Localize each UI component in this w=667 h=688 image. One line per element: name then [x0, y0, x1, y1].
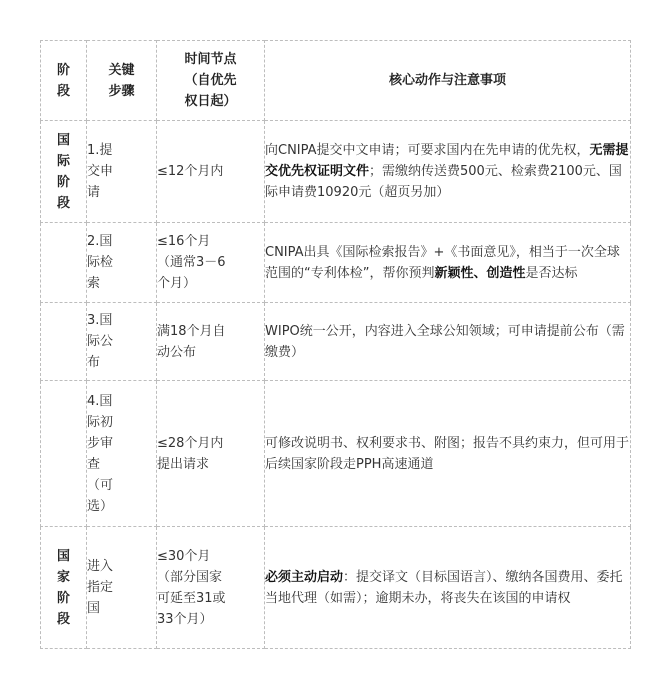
action-cell: 向CNIPA提交中文申请；可要求国内在先申请的优先权，无需提交优先权证明文件；需缴纳传送费500元、检索费2100元、国际申请费10920元（超页另加）	[265, 121, 631, 223]
step-cell: 1.提交申请	[87, 121, 157, 223]
stage-empty-cell	[41, 223, 87, 303]
time-cell: ≤30个月（部分国家可延至31或33个月）	[157, 527, 265, 649]
header-time: 时间节点（自优先权日起）	[157, 41, 265, 121]
table-header-row	[41, 41, 631, 121]
action-cell: 必须主动启动：提交译文（目标国语言）、缴纳各国费用、委托当地代理（如需）；逾期未办，将丧失在该国的申请权	[265, 527, 631, 649]
stage-empty-cell	[41, 303, 87, 381]
action-cell: 可修改说明书、权利要求书、附图；报告不具约束力，但可用于后续国家阶段走PPH高速通道	[265, 381, 631, 527]
step-cell: 进入指定国	[87, 527, 157, 649]
table-row	[41, 303, 631, 381]
action-cell: WIPO统一公开，内容进入全球公知领域；可申请提前公布（需缴费）	[265, 303, 631, 381]
table-row	[41, 223, 631, 303]
emphasis-text: 新颖性、创造性	[434, 265, 526, 281]
stage-national: 国家阶段	[41, 527, 87, 649]
table-row	[41, 527, 631, 649]
table-row	[41, 381, 631, 527]
time-cell: ≤12个月内	[157, 121, 265, 223]
table-row	[41, 121, 631, 223]
time-cell: 满18个月自动公布	[157, 303, 265, 381]
step-cell: 4.国际初步审查（可选）	[87, 381, 157, 527]
action-cell: CNIPA出具《国际检索报告》+《书面意见》，相当于一次全球范围的“专利体检”，帮你预判新颖性、创造性是否达标	[265, 223, 631, 303]
pct-timeline-table	[40, 40, 631, 649]
stage-international: 国际阶段	[41, 121, 87, 223]
header-action: 核心动作与注意事项	[265, 41, 631, 121]
header-step: 关键步骤	[87, 41, 157, 121]
step-cell: 2.国际检索	[87, 223, 157, 303]
header-stage: 阶段	[41, 41, 87, 121]
time-cell: ≤28个月内提出请求	[157, 381, 265, 527]
emphasis-text: 无需提交优先权证明文件	[265, 143, 629, 179]
emphasis-text: 必须主动启动	[265, 569, 344, 585]
step-cell: 3.国际公布	[87, 303, 157, 381]
time-cell: ≤16个月（通常3－6个月）	[157, 223, 265, 303]
stage-empty-cell	[41, 381, 87, 527]
